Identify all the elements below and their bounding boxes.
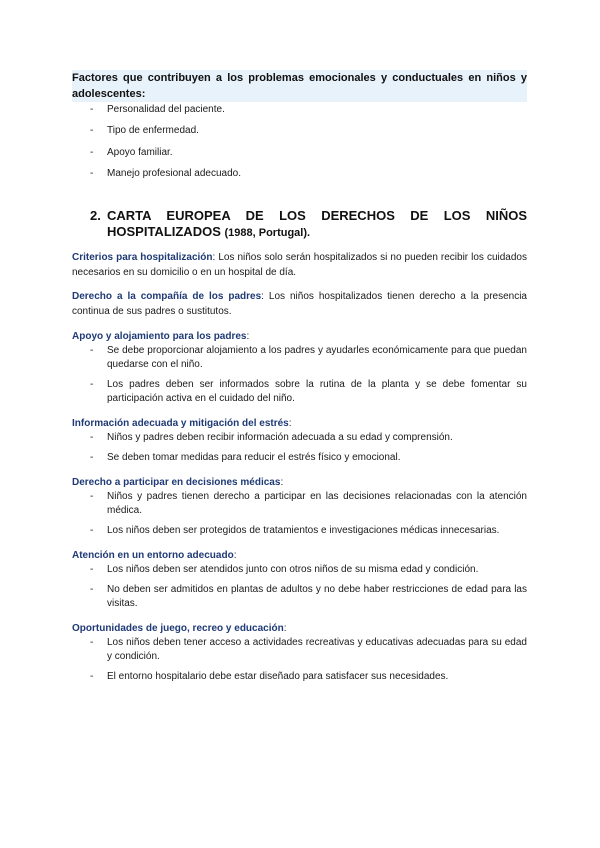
intro-heading: Factores que contribuyen a los problemas emocionales y conductuales en niños y adolescentes: xyxy=(72,72,527,100)
list-item: - Se deben tomar medidas para reducir el estrés físico y emocional. xyxy=(72,451,527,465)
list-item: - Apoyo familiar. xyxy=(72,146,527,160)
subheading-label: Apoyo y alojamiento para los padres xyxy=(72,331,247,343)
paragraph-label: Criterios para hospitalización xyxy=(72,252,213,264)
paragraph-criterios: Criterios para hospitalización: Los niños solo serán hospitalizados si no pueden recibir los cuidados necesarios en su domicilio o en un hospital de día. xyxy=(72,252,527,279)
section-title-line2 xyxy=(107,224,527,241)
paragraph-text: Los niños hospitalizados tienen derecho a la presencia continua de sus padres o sustitutos. xyxy=(72,291,527,318)
section-title-line1: CARTA EUROPEA DE LOS DERECHOS DE LOS NIÑOS xyxy=(107,208,527,224)
list-item: - Niños y padres deben recibir información adecuada a su edad y comprensión. xyxy=(72,431,527,445)
list-item: - Los niños deben ser protegidos de tratamientos e investigaciones médicas innecesarias. xyxy=(72,524,527,538)
list-item: - No deben ser admitidos en plantas de adultos y no debe haber restricciones de edad para las visitas. xyxy=(72,583,527,611)
list-item: - El entorno hospitalario debe estar diseñado para satisfacer sus necesidades. xyxy=(72,670,527,684)
subheading-apoyo: Apoyo y alojamiento para los padres: xyxy=(72,331,250,343)
section-number: 2. xyxy=(90,208,101,224)
list-item: - Niños y padres tienen derecho a participar en las decisiones relacionadas con la atención médica. xyxy=(72,490,527,518)
subheading-label: Oportunidades de juego, recreo y educación xyxy=(72,623,284,635)
list-item: - Se debe proporcionar alojamiento a los padres y ayudarles económicamente para que puedan quedarse con el niño. xyxy=(72,344,527,372)
document-page xyxy=(72,70,527,690)
paragraph-label: Derecho a la compañía de los padres xyxy=(72,291,262,303)
subheading-decisiones: Derecho a participar en decisiones médicas: xyxy=(72,477,284,489)
subheading-entorno: Atención en un entorno adecuado: xyxy=(72,550,237,562)
list-decisiones xyxy=(72,490,527,538)
list-apoyo xyxy=(72,344,527,406)
subheading-juego: Oportunidades de juego, recreo y educación: xyxy=(72,623,287,635)
list-item: - Personalidad del paciente. xyxy=(72,103,527,117)
subheading-label: Información adecuada y mitigación del estrés xyxy=(72,418,289,430)
paragraph-text: Los niños solo serán hospitalizados si no pueden recibir los cuidados necesarios en su domicilio o en un hospital de día. xyxy=(72,252,527,279)
list-informacion xyxy=(72,431,527,465)
list-entorno xyxy=(72,563,527,611)
list-item: - Los niños deben tener acceso a actividades recreativas y educativas adecuadas para su edad y condición. xyxy=(72,636,527,664)
paragraph-compania: Derecho a la compañía de los padres: Los niños hospitalizados tienen derecho a la presencia continua de sus padres o sustitutos. xyxy=(72,291,527,318)
subheading-informacion: Información adecuada y mitigación del estrés: xyxy=(72,418,292,430)
list-item: - Manejo profesional adecuado. xyxy=(72,167,527,181)
subheading-label: Atención en un entorno adecuado xyxy=(72,550,234,562)
list-juego xyxy=(72,636,527,684)
list-item: - Tipo de enfermedad. xyxy=(72,124,527,138)
intro-factor-list xyxy=(72,103,527,181)
section-2-title xyxy=(72,208,527,241)
subheading-label: Derecho a participar en decisiones médicas xyxy=(72,477,281,489)
list-item: - Los padres deben ser informados sobre la rutina de la planta y se debe fomentar su participación activa en el cuidado del niño. xyxy=(72,378,527,406)
section-title-year: (1988, Portugal). xyxy=(224,227,311,240)
section-title-word: HOSPITALIZADOS xyxy=(107,224,221,240)
list-item: - Los niños deben ser atendidos junto con otros niños de su misma edad y condición. xyxy=(72,563,527,577)
